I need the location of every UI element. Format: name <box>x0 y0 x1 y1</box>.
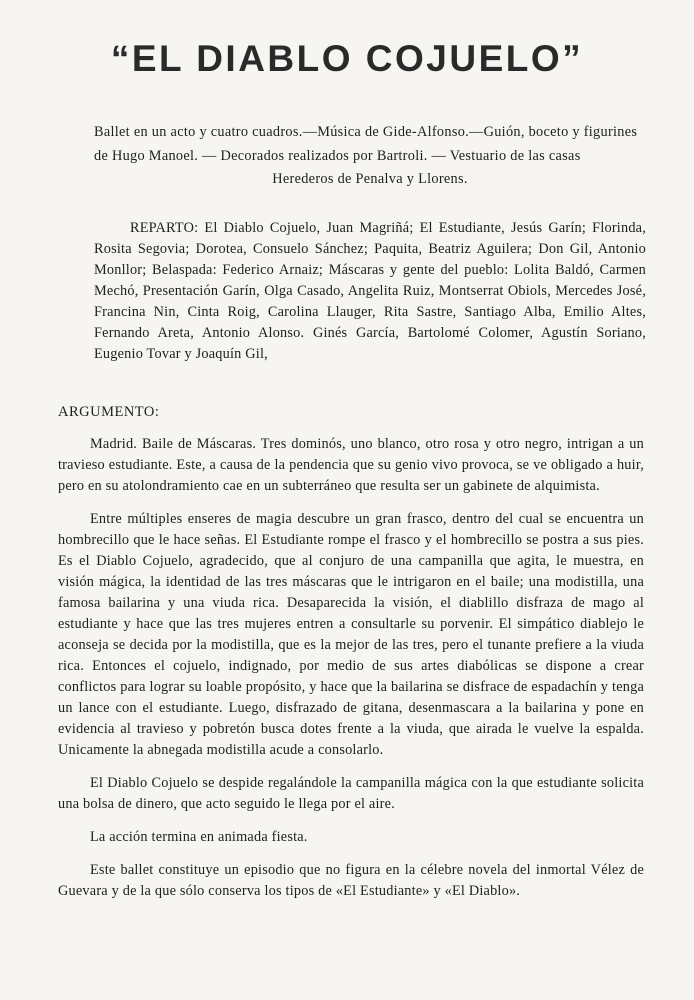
argument-heading: ARGUMENTO: <box>58 404 160 420</box>
cast-list <box>94 218 646 365</box>
argument-paragraph: La acción termina en animada fiesta. <box>90 829 308 845</box>
page-title: “EL DIABLO COJUELO” <box>110 38 584 79</box>
cast-text: REPARTO: El Diablo Cojuelo, Juan Magriñá; El Estudiante, Jesús Garín; Florinda, Rosita Segovia; Dorotea, Consuelo Sánchez; Paquita, Beatriz Aguilera; Don Gil, Antonio Monllor; Belaspada: Federico Arnaiz; Máscaras y gente del pueblo: Lolita Baldó, Carmen Mechó, Presentación Garín, Olga Casado, Angelita Ruiz, Montserrat Obiols, Mercedes José, Francina Nin, Cinta Roig, Carolina Llauger, Rita Sastre, Santiago Alba, Emilio Altes, Fernando Areta, Antonio Alonso. Ginés García, Bartolomé Colomer, Agustín Soriano, Eugenio Tovar y Joaquín Gil, <box>94 220 646 362</box>
argument-paragraph: Este ballet constituye un episodio que no figura en la célebre novela del inmortal Vélez de Guevara y de la que sólo conserva los tipos de «El Estudiante» y «El Diablo». <box>58 862 644 899</box>
argument-body <box>58 434 644 914</box>
credits-line: Ballet en un acto y cuatro cuadros.—Música de Gide-Alfonso.—Guión, boceto y figurines de Hugo Manoel. — Decorados realizados por Bartroli. — Vestuario de las casas <box>94 124 638 164</box>
credits-line-centered: Herederos de Penalva y Llorens. <box>272 171 468 187</box>
argument-paragraph: Madrid. Baile de Máscaras. Tres dominós, uno blanco, otro rosa y otro negro, intrigan a un travieso estudiante. Este, a causa de la pendencia que su genio vivo provoca, se ve obligado a huir, pero en su atolondramiento cae en un subterráneo que resulta ser un gabinete de alquimista. <box>58 436 644 494</box>
credits-block <box>94 121 646 192</box>
argument-paragraph: El Diablo Cojuelo se despide regalándole la campanilla mágica con la que estudiante solicita una bolsa de dinero, que acto seguido le llega por el aire. <box>58 775 644 812</box>
argument-paragraph: Entre múltiples enseres de magia descubre un gran frasco, dentro del cual se encuentra un hombrecillo que le hace señas. El Estudiante rompe el frasco y el hombrecillo se postra a sus pies. Es el Diablo Cojuelo, agradecido, que al conjuro de una campanilla que agita, le muestra, en visión mágica, la identidad de las tres máscaras que le intrigaron en el baile; una modistilla, una famosa bailarina y una viuda rica. Desaparecida la visión, el diablillo disfraza de mago al estudiante y hace que las tres mujeres entren a consultarle su porvenir. El simpático diablejo le aconseja se decida por la modistilla, que es la mejor de las tres, pero el tunante prefiere a la viuda rica. Entonces el cojuelo, indignado, por medio de sus artes diabólicas se dispone a crear conflictos para lograr su loable propósito, y hace que la bailarina se disfrace de espadachín y tenga un lance con el estudiante. Luego, disfrazado de gitana, desenmascara a la bailarina y pone en evidencia al travieso y pobretón busca dotes frente a la viuda, que airada le vuelve la espalda. Unicamente la abnegada modistilla acude a consolarlo. <box>58 511 644 758</box>
